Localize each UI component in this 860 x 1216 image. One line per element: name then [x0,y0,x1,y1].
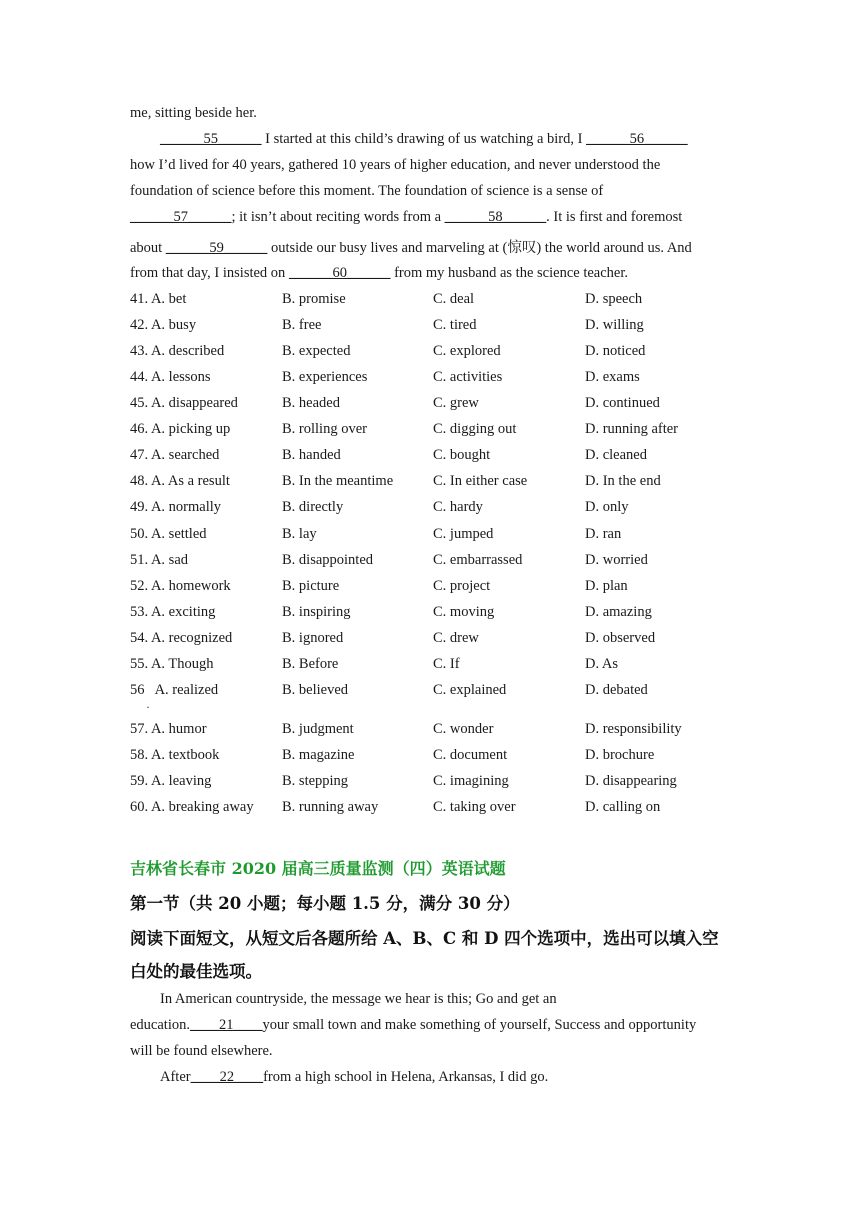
option-a: 49. A. normally [130,499,222,515]
option-b: B. In the meantime [282,473,394,489]
passage-line [160,991,557,1008]
option-b: B. free [282,317,322,333]
blank-22: ____22____ [190,1069,264,1085]
option-d: D. amazing [585,604,652,620]
passage-text: I started at this child’s drawing of us watching a bird, I [261,131,587,147]
option-row-52 [130,578,750,598]
passage-text: your small town and make something of yourself, Success and opportunity [262,1017,697,1033]
option-row-45 [130,395,750,415]
option-a: 60. A. breaking away [130,799,254,815]
option-row-58 [130,747,750,767]
option-a: 42. A. busy [130,317,197,333]
instruction-line: 白处的最佳选项。 [130,962,262,981]
option-row-54 [130,630,750,650]
option-d: D. running after [585,421,679,437]
blank-55: ______55______ [160,131,262,147]
option-b: B. ignored [282,630,344,646]
option-b: B. rolling over [282,421,367,437]
option-b: B. handed [282,447,341,463]
passage-text: from that day, I insisted on [130,265,289,281]
blank-60: ______60______ [288,265,391,281]
option-c: C. deal [433,291,475,307]
option-c: C. jumped [433,526,494,542]
option-c: C. activities [433,369,503,385]
option-row-50 [130,526,750,546]
option-b: B. picture [282,578,340,594]
passage-line [130,1043,273,1060]
passage-text: from my husband as the science teacher. [390,265,628,281]
option-b: B. inspiring [282,604,351,620]
option-a: 46. A. picking up [130,421,231,437]
option-a: 48. A. As a result [130,473,230,489]
option-d: D. calling on [585,799,661,815]
blank-57: ______57______ [130,209,232,225]
option-d: D. only [585,499,629,515]
option-row-43 [130,343,750,363]
option-a: 57. A. humor [130,721,207,737]
option-a: 59. A. leaving [130,773,212,789]
passage-text: ; it isn’t about reciting words from a [231,209,445,225]
option-c: C. explained [433,682,507,698]
passage-line [130,209,682,226]
option-b: B. lay [282,526,317,542]
option-d: D. observed [585,630,656,646]
option-b: B. promise [282,291,346,307]
option-a: 56 A. realized [130,682,219,698]
passage-line [160,131,688,148]
passage-text: outside our busy lives and marveling at (惊叹) the world around us. And [267,240,692,256]
option-a: 54. A. recognized [130,630,233,646]
passage-text: . It is first and foremost [546,209,683,225]
option-b: B. stepping [282,773,349,789]
option-row-53 [130,604,750,624]
option-a: 43. A. described [130,343,225,359]
option-row-60 [130,799,750,819]
option-d: D. speech [585,291,643,307]
option-a: 45. A. disappeared [130,395,238,411]
option-row-51 [130,552,750,572]
option-d: D. continued [585,395,660,411]
option-d: D. debated [585,682,648,698]
blank-21: ____21____ [190,1017,263,1033]
option-b: B. judgment [282,721,354,737]
option-row-49 [130,499,750,519]
option-c: C. If [433,656,460,672]
passage-text: me, sitting beside her. [130,105,257,121]
option-row-42 [130,317,750,337]
option-a: 47. A. searched [130,447,220,463]
option-c: C. drew [433,630,479,646]
option-b: B. experiences [282,369,368,385]
option-b: B. believed [282,682,349,698]
option-a: 52. A. homework [130,578,231,594]
option-row-44 [130,369,750,389]
option-row-55 [130,656,750,676]
passage-text: education. [130,1017,190,1033]
option-d: D. brochure [585,747,655,763]
passage-text: will be found elsewhere. [130,1043,273,1059]
instruction-line: 阅读下面短文，从短文后各题所给 A、B、C 和 D 四个选项中，选出可以填入空 [130,929,719,948]
option-d: D. exams [585,369,640,385]
option-b: B. directly [282,499,344,515]
passage-line [130,1017,696,1034]
option-c: C. document [433,747,508,763]
option-b: B. magazine [282,747,355,763]
option-d: D. responsibility [585,721,682,737]
option-d: D. worried [585,552,648,568]
stray-dot: · [146,700,150,714]
passage-line [130,183,603,200]
option-c: C. taking over [433,799,516,815]
passage-text: foundation of science before this moment. The foundation of science is a sense of [130,183,604,199]
option-d: D. cleaned [585,447,647,463]
option-b: B. running away [282,799,379,815]
option-c: C. moving [433,604,495,620]
option-d: D. In the end [585,473,661,489]
option-row-47 [130,447,750,467]
option-row-41 [130,291,750,311]
option-b: B. Before [282,656,339,672]
section-heading: 第一节（共 20 小题；每小题 1.5 分，满分 30 分） [130,894,520,913]
option-a: 44. A. lessons [130,369,211,385]
passage-text: from a high school in Helena, Arkansas, I did go. [263,1069,549,1085]
option-c: C. embarrassed [433,552,523,568]
passage-line [130,265,628,282]
option-c: C. digging out [433,421,517,437]
option-b: B. headed [282,395,340,411]
option-c: C. imagining [433,773,509,789]
option-a: 50. A. settled [130,526,207,542]
option-d: D. plan [585,578,628,594]
option-d: D. willing [585,317,644,333]
option-row-46 [130,421,750,441]
option-b: B. expected [282,343,351,359]
passage-text: about [130,240,166,256]
option-a: 53. A. exciting [130,604,216,620]
option-d: D. noticed [585,343,646,359]
passage-line [130,236,692,257]
blank-56: ______56______ [586,131,688,147]
option-c: C. wonder [433,721,494,737]
option-row-57 [130,721,750,741]
section-title: 吉林省长春市 2020 届高三质量监测（四）英语试题 [130,859,506,878]
passage-line [160,1069,548,1086]
option-row-59 [130,773,750,793]
option-row-48 [130,473,750,493]
option-c: C. grew [433,395,479,411]
option-c: C. hardy [433,499,483,515]
option-b: B. disappointed [282,552,374,568]
passage-line [130,157,660,174]
passage-text: In American countryside, the message we hear is this; Go and get an [160,991,557,1007]
option-a: 51. A. sad [130,552,188,568]
option-a: 55. A. Though [130,656,214,672]
option-c: C. bought [433,447,491,463]
option-d: D. disappearing [585,773,677,789]
option-a: 58. A. textbook [130,747,220,763]
option-c: C. explored [433,343,501,359]
option-d: D. As [585,656,619,672]
option-row-56 [130,682,750,702]
option-c: C. tired [433,317,477,333]
passage-text: how I’d lived for 40 years, gathered 10 years of higher education, and never understood the [130,157,661,173]
option-a: 41. A. bet [130,291,187,307]
passage-text: After [160,1069,191,1085]
blank-58: ______58______ [444,209,547,225]
option-c: C. project [433,578,491,594]
blank-59: ______59______ [165,240,268,256]
option-d: D. ran [585,526,622,542]
option-c: C. In either case [433,473,528,489]
passage-line [130,105,257,122]
